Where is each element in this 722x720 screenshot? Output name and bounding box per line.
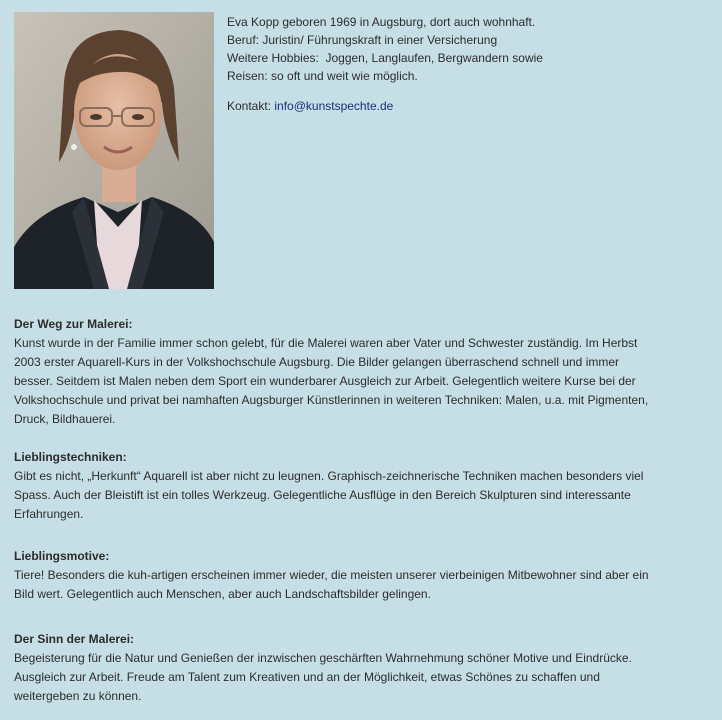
bio-line: Weitere Hobbies: Joggen, Langlaufen, Bergwandern sowie	[227, 51, 543, 65]
portrait-image	[14, 12, 214, 289]
section-lieblingstechniken	[14, 448, 710, 524]
section-text: Kunst wurde in der Familie immer schon gelebt, für die Malerei waren aber Vater und Schwester zuständig. Im Herbst 2003 erster Aquarell-Kurs in der Volkshochschule Augsburg. Die Bilder gelangen überraschend schnell und immer besser. Seitdem ist Malen neben dem Sport ein wunderbarer Ausgleich zur Arbeit. Gelegentlich weitere Kurse bei der Volkshochschule und privat bei namhaften Augsburger Künstlerinnen in weiteren Techniken: Malen, u.a. mit Pigmenten, Druck, Bildhauerei.	[14, 336, 649, 426]
section-text: Begeisterung für die Natur und Genießen der inzwischen geschärften Wahrnehmung schöner Motive und Eindrücke. Ausgleich zur Arbeit. Freude am Talent zum Kreativen und an der Möglichkeit, etwas Schönes zu schaffen und weitergeben zu können.	[14, 651, 632, 703]
section-heading: Lieblingsmotive:	[14, 549, 110, 563]
contact-email-link[interactable]: info@kunstspechte.de	[274, 99, 394, 113]
section-weg-zur-malerei	[14, 315, 710, 429]
section-heading: Der Sinn der Malerei:	[14, 632, 135, 646]
bio-line: Reisen: so oft und weit wie möglich.	[227, 69, 418, 83]
section-lieblingsmotive	[14, 547, 710, 604]
section-text: Gibt es nicht, „Herkunft“ Aquarell ist aber nicht zu leugnen. Graphisch-zeichnerische Techniken machen besonders viel Spass. Auch der Bleistift ist ein tolles Werkzeug. Gelegentliche Ausflüge in den Bereich Skulpturen sind interessante Erfahrungen.	[14, 469, 644, 521]
section-heading: Der Weg zur Malerei:	[14, 317, 133, 331]
bio-line: Beruf: Juristin/ Führungskraft in einer Versicherung	[227, 33, 498, 47]
bio-block	[227, 13, 697, 115]
section-sinn-der-malerei	[14, 630, 710, 706]
bio-line: Eva Kopp geboren 1969 in Augsburg, dort auch wohnhaft.	[227, 15, 536, 29]
portrait-photo	[14, 12, 214, 289]
contact-line	[227, 97, 697, 115]
contact-label: Kontakt:	[227, 99, 275, 113]
section-text: Tiere! Besonders die kuh-artigen erscheinen immer wieder, die meisten unserer vierbeinigen Mitbewohner sind aber ein Bild wert. Gelegentlich auch Menschen, aber auch Landschaftsbilder gelingen.	[14, 568, 649, 601]
section-heading: Lieblingstechniken:	[14, 450, 127, 464]
